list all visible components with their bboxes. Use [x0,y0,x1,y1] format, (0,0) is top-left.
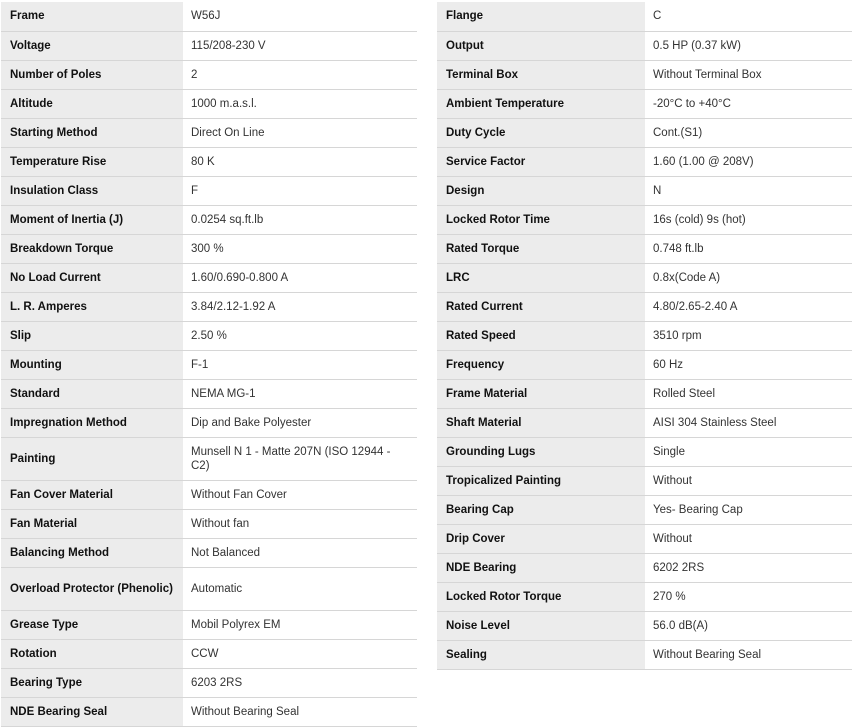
spec-value: 16s (cold) 9s (hot) [645,205,852,234]
spec-label: Balancing Method [1,538,183,567]
spec-value: 1000 m.a.s.l. [183,89,417,118]
spec-label: Locked Rotor Time [437,205,645,234]
spec-table-right [437,2,852,670]
spec-row [437,408,852,437]
spec-label: Frame Material [437,379,645,408]
spec-row [1,31,417,60]
spec-label: L. R. Amperes [1,292,183,321]
spec-value: Without Fan Cover [183,480,417,509]
spec-label: Rated Torque [437,234,645,263]
spec-row [1,60,417,89]
spec-value: Without Bearing Seal [183,697,417,726]
spec-row [1,292,417,321]
spec-row [437,611,852,640]
spec-value: -20°C to +40°C [645,89,852,118]
spec-value: 56.0 dB(A) [645,611,852,640]
spec-value: 3510 rpm [645,321,852,350]
spec-value: 115/208-230 V [183,31,417,60]
spec-row [437,263,852,292]
spec-table-left-body [1,2,417,726]
spec-value: 0.0254 sq.ft.lb [183,205,417,234]
spec-value: 300 % [183,234,417,263]
spec-value: Munsell N 1 - Matte 207N (ISO 12944 - C2) [183,437,417,480]
spec-label: Bearing Type [1,668,183,697]
spec-row [1,639,417,668]
spec-row [1,480,417,509]
spec-row [437,118,852,147]
spec-value: 2.50 % [183,321,417,350]
spec-value: 1.60 (1.00 @ 208V) [645,147,852,176]
spec-row [437,321,852,350]
spec-label: Drip Cover [437,524,645,553]
spec-row [1,668,417,697]
spec-row [1,321,417,350]
spec-label: Flange [437,2,645,31]
spec-row [437,553,852,582]
spec-value: 2 [183,60,417,89]
spec-value: Dip and Bake Polyester [183,408,417,437]
spec-label: Slip [1,321,183,350]
spec-row [1,176,417,205]
spec-row [437,147,852,176]
spec-row [1,2,417,31]
spec-row [1,118,417,147]
spec-value: 0.5 HP (0.37 kW) [645,31,852,60]
spec-label: NDE Bearing [437,553,645,582]
spec-label: Rated Current [437,292,645,321]
spec-label: Fan Cover Material [1,480,183,509]
spec-value: Direct On Line [183,118,417,147]
spec-row [437,292,852,321]
spec-value: Mobil Polyrex EM [183,610,417,639]
spec-label: LRC [437,263,645,292]
spec-label: Shaft Material [437,408,645,437]
spec-row [1,147,417,176]
spec-value: Cont.(S1) [645,118,852,147]
spec-row [1,437,417,480]
spec-value: 3.84/2.12-1.92 A [183,292,417,321]
spec-label: Terminal Box [437,60,645,89]
spec-label: Impregnation Method [1,408,183,437]
spec-label: Frame [1,2,183,31]
spec-row [437,234,852,263]
spec-row [1,263,417,292]
spec-row [437,640,852,669]
spec-label: Frequency [437,350,645,379]
spec-value: W56J [183,2,417,31]
spec-label: Voltage [1,31,183,60]
spec-label: Temperature Rise [1,147,183,176]
spec-label: Design [437,176,645,205]
spec-label: Fan Material [1,509,183,538]
spec-value: F [183,176,417,205]
spec-label: Duty Cycle [437,118,645,147]
spec-value: Without Bearing Seal [645,640,852,669]
spec-label: Bearing Cap [437,495,645,524]
spec-row [1,379,417,408]
spec-label: Moment of Inertia (J) [1,205,183,234]
spec-label: Standard [1,379,183,408]
spec-label: Insulation Class [1,176,183,205]
spec-label: Overload Protector (Phenolic) [1,567,183,610]
spec-value: 6203 2RS [183,668,417,697]
spec-value: F-1 [183,350,417,379]
spec-label: No Load Current [1,263,183,292]
spec-row [437,176,852,205]
spec-label: Output [437,31,645,60]
spec-label: Rotation [1,639,183,668]
spec-value: Without [645,466,852,495]
spec-value: 6202 2RS [645,553,852,582]
spec-table-left [1,2,417,727]
spec-value: 270 % [645,582,852,611]
spec-row [1,538,417,567]
spec-row [1,234,417,263]
spec-label: NDE Bearing Seal [1,697,183,726]
spec-value: 4.80/2.65-2.40 A [645,292,852,321]
spec-value: C [645,2,852,31]
spec-label: Noise Level [437,611,645,640]
spec-value: NEMA MG-1 [183,379,417,408]
spec-value: Not Balanced [183,538,417,567]
spec-row [437,60,852,89]
spec-row [1,205,417,234]
spec-value: 80 K [183,147,417,176]
spec-label: Breakdown Torque [1,234,183,263]
spec-row [1,567,417,610]
spec-row [437,582,852,611]
spec-value: 1.60/0.690-0.800 A [183,263,417,292]
spec-row [437,2,852,31]
spec-row [437,437,852,466]
spec-row [437,466,852,495]
spec-row [1,89,417,118]
spec-value: Without fan [183,509,417,538]
spec-row [437,495,852,524]
spec-table-right-body [437,2,852,669]
spec-label: Number of Poles [1,60,183,89]
spec-row [1,610,417,639]
spec-row [437,205,852,234]
spec-label: Painting [1,437,183,480]
spec-value: Single [645,437,852,466]
spec-row [437,89,852,118]
spec-value: AISI 304 Stainless Steel [645,408,852,437]
spec-row [437,524,852,553]
spec-value: Yes- Bearing Cap [645,495,852,524]
spec-value: N [645,176,852,205]
spec-label: Sealing [437,640,645,669]
spec-value: 0.8x(Code A) [645,263,852,292]
spec-value: Without [645,524,852,553]
spec-row [437,350,852,379]
spec-row [1,697,417,726]
spec-row [437,31,852,60]
spec-value: 0.748 ft.lb [645,234,852,263]
spec-label: Mounting [1,350,183,379]
spec-value: Automatic [183,567,417,610]
spec-label: Rated Speed [437,321,645,350]
spec-value: 60 Hz [645,350,852,379]
spec-label: Altitude [1,89,183,118]
spec-label: Locked Rotor Torque [437,582,645,611]
spec-value: Rolled Steel [645,379,852,408]
spec-row [1,509,417,538]
spec-label: Grease Type [1,610,183,639]
spec-row [1,350,417,379]
spec-value: CCW [183,639,417,668]
spec-label: Grounding Lugs [437,437,645,466]
spec-row [437,379,852,408]
spec-value: Without Terminal Box [645,60,852,89]
spec-label: Service Factor [437,147,645,176]
spec-row [1,408,417,437]
spec-label: Starting Method [1,118,183,147]
spec-label: Tropicalized Painting [437,466,645,495]
spec-label: Ambient Temperature [437,89,645,118]
